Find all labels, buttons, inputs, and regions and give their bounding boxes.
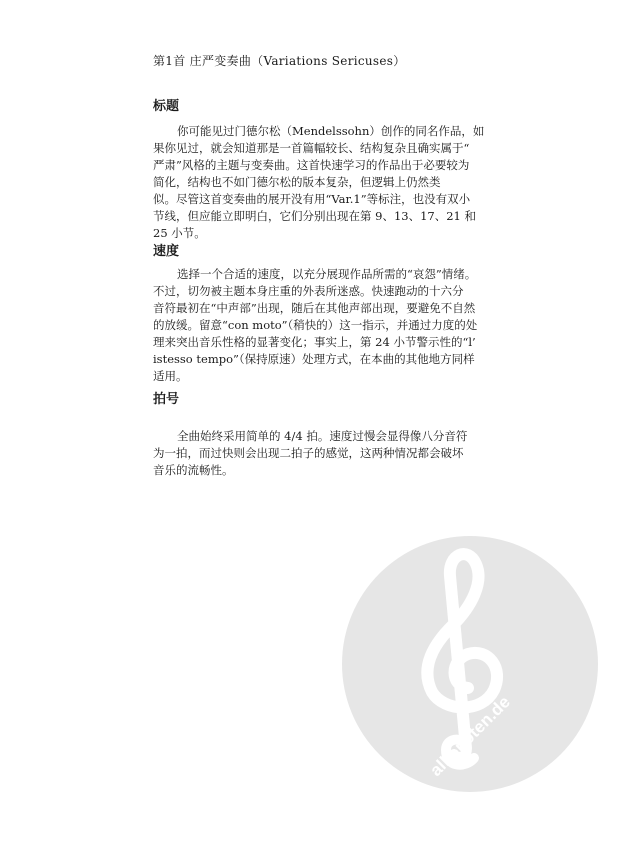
section-heading-tempo: 速度 (153, 244, 180, 259)
paragraph-line: 音乐的流畅性。 (153, 463, 234, 477)
section-paragraph-title (153, 123, 493, 242)
paragraph-line: 为一拍，而过快则会出现二拍子的感觉，这两种情况都会破坏 (153, 446, 464, 460)
section-heading-title: 标题 (153, 99, 180, 114)
paragraph-line: 25 小节。 (153, 226, 206, 240)
page-title: 第1首 庄严变奏曲（Variations Sericuses） (153, 54, 406, 68)
paragraph-line: 不过，切勿被主题本身庄重的外表所迷惑。快速跑动的十六分 (153, 284, 464, 298)
paragraph-line: 简化，结构也不如门德尔松的版本复杂，但逻辑上仍然类 (153, 175, 441, 189)
paragraph-line: 全曲始终采用简单的 4/4 拍。速度过慢会显得像八分音符 (177, 429, 468, 443)
paragraph-line: 果你见过，就会知道那是一首篇幅较长、结构复杂且确实属于“ (153, 141, 470, 155)
section-paragraph-tempo (153, 266, 493, 385)
section-paragraph-time-signature (153, 428, 493, 479)
paragraph-line: 节线，但应能立即明白，它们分别出现在第 9、13、17、21 和 (153, 209, 477, 223)
watermark (342, 536, 598, 792)
paragraph-line: 严肃”风格的主题与变奏曲。这首快速学习的作品出于必要较为 (153, 158, 470, 172)
paragraph-line: 适用。 (153, 369, 188, 383)
paragraph-line: 音符最初在“中声部”出现，随后在其他声部出现，要避免不自然 (153, 301, 476, 315)
paragraph-line: 你可能见过门德尔松（Mendelssohn）创作的同名作品，如 (177, 124, 485, 138)
paragraph-line: istesso tempo”（保持原速）处理方式，在本曲的其他地方同样 (153, 352, 475, 366)
section-heading-time-signature: 拍号 (153, 392, 180, 407)
paragraph-line: 理来突出音乐性格的显著变化；事实上，第 24 小节警示性的“l’ (153, 335, 476, 349)
watermark-text: alle-noten.de (426, 692, 514, 780)
paragraph-line: 的放缓。留意“con moto”（稍快的）这一指示，并通过力度的处 (153, 318, 478, 332)
paragraph-line: 选择一个合适的速度，以充分展现作品所需的“哀怨”情绪。 (177, 267, 477, 281)
paragraph-line: 似。尽管这首变奏曲的展开没有用“Var.1”等标注，也没有双小 (153, 192, 471, 206)
